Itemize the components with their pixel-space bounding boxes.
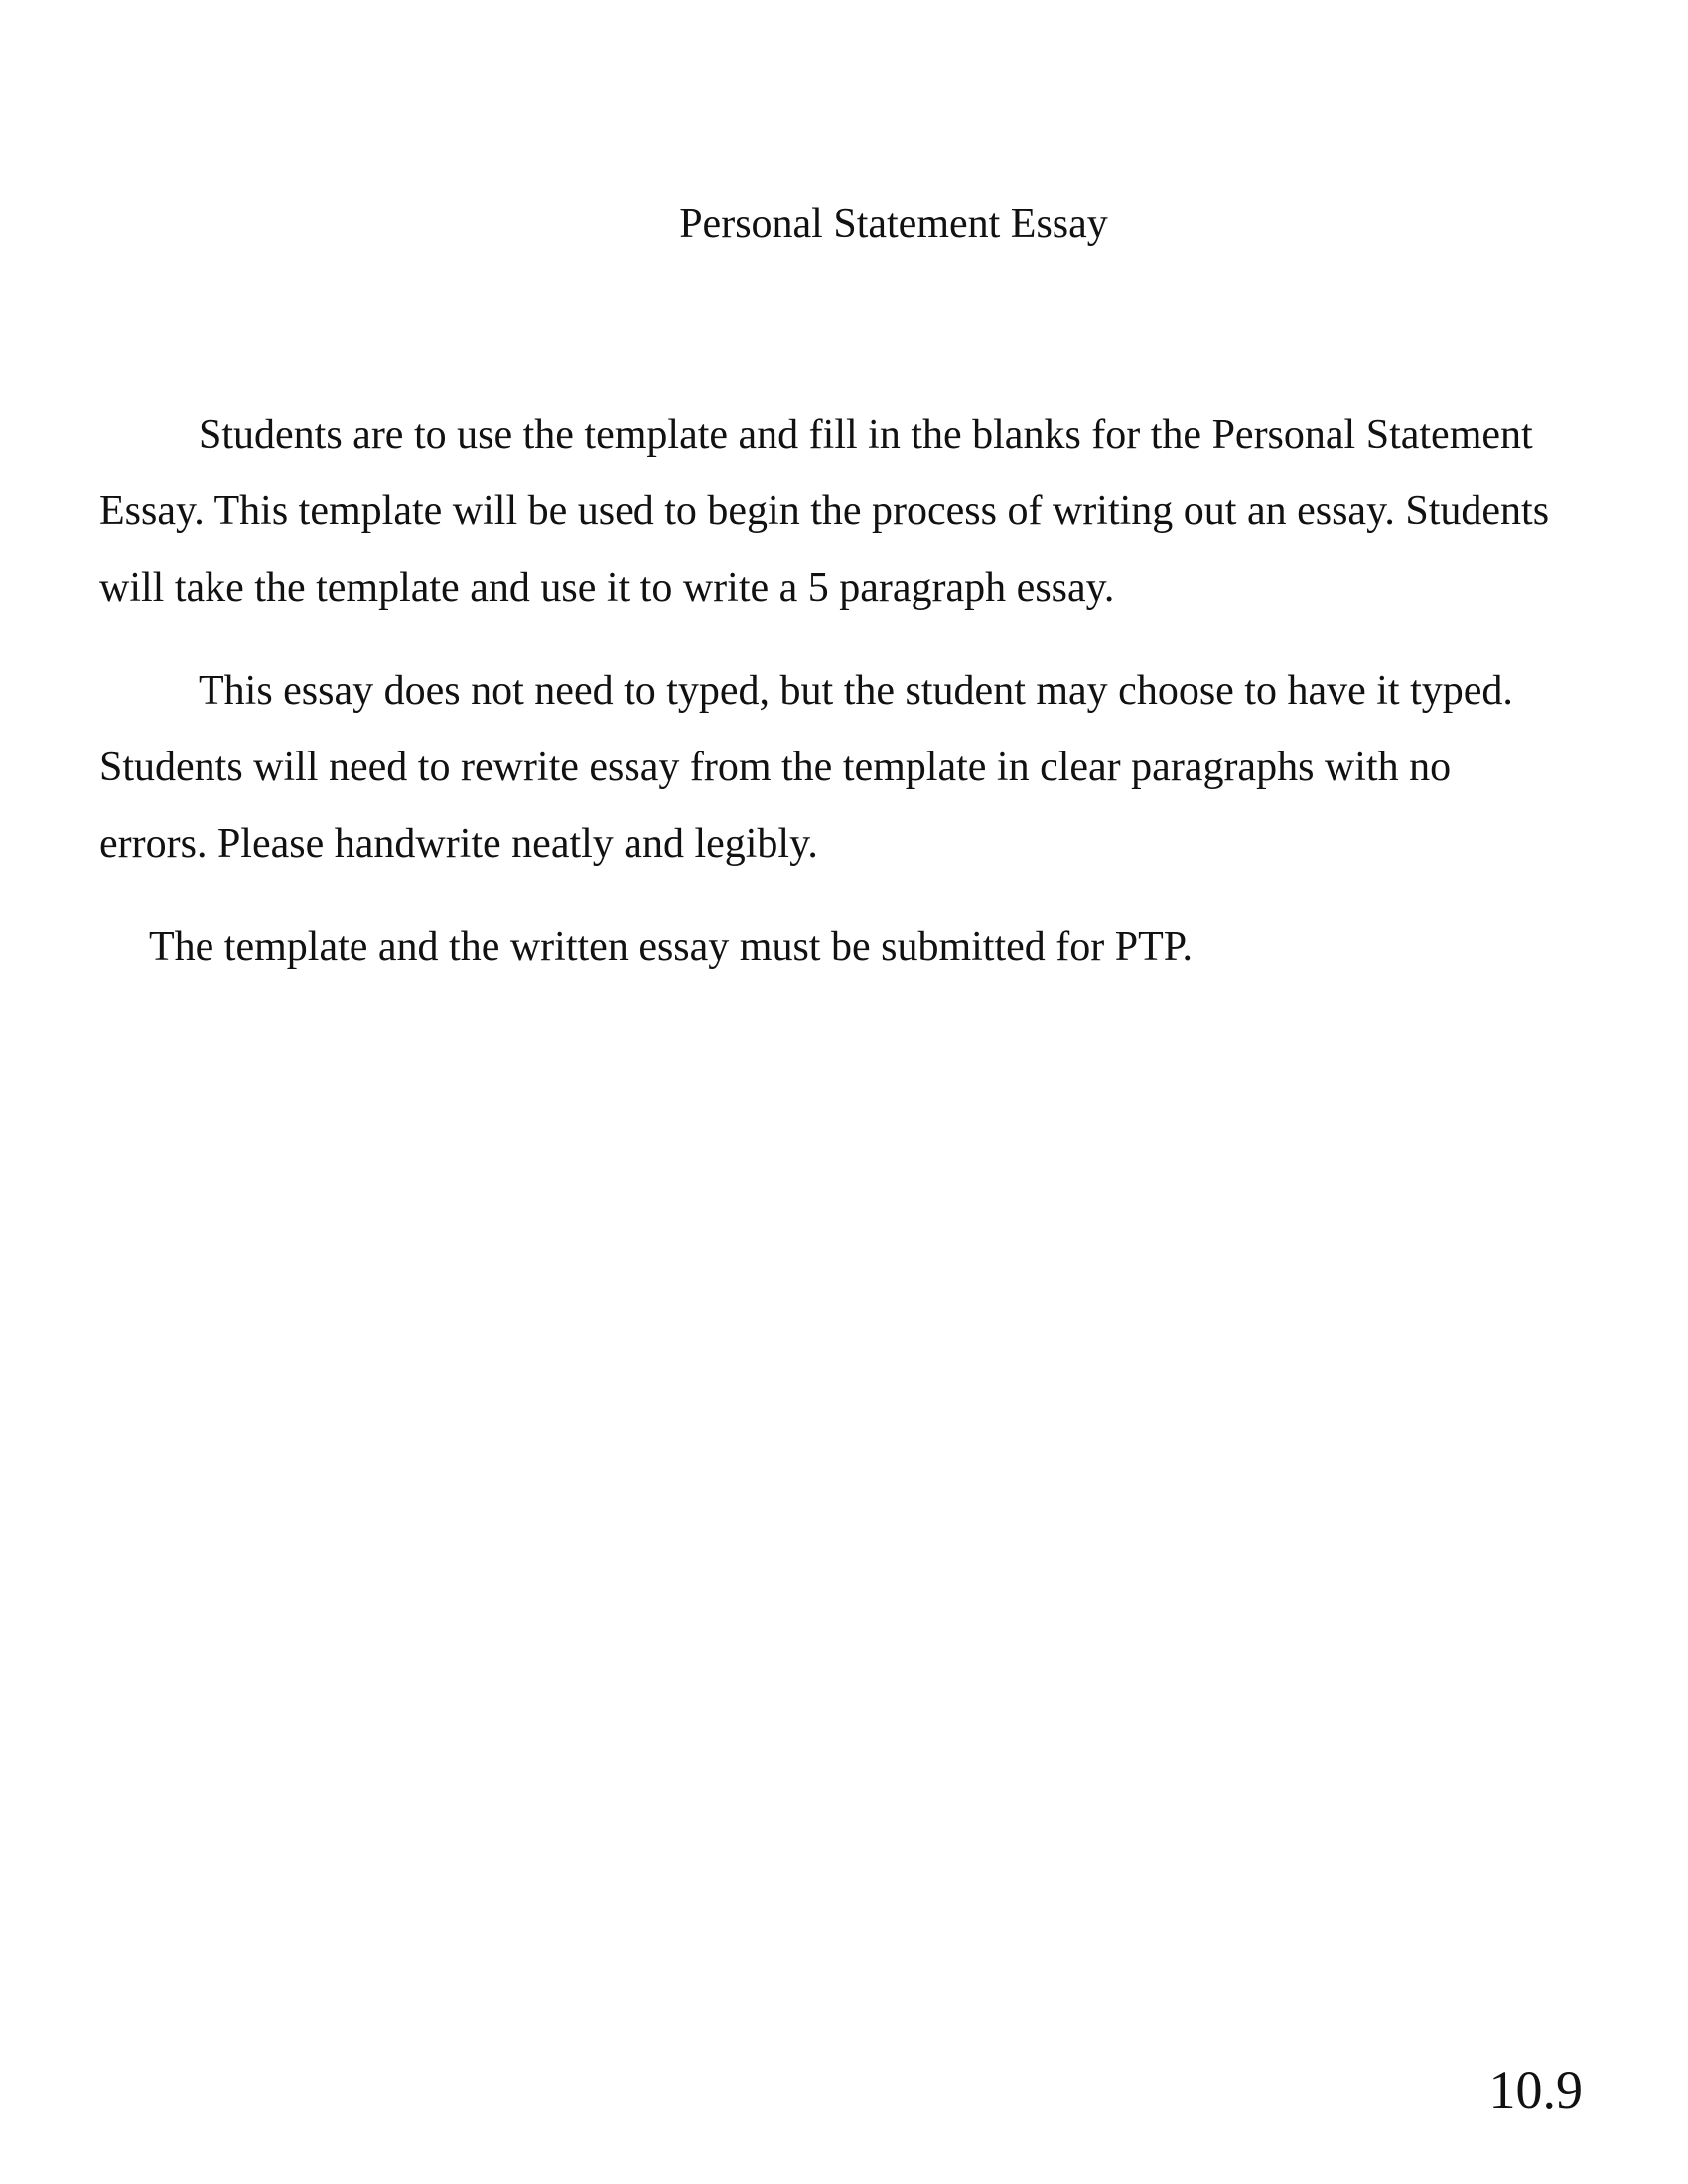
paragraph-typing-guidance: This essay does not need to typed, but the student may choose to have it typed. Students will need to rewrite essay from the template in clear paragraphs with no errors. Please handwrite neatly and legibly.	[99, 668, 1513, 867]
paragraph-submission: The template and the written essay must be submitted for PTP.	[149, 924, 1193, 970]
page-number: 10.9	[1488, 2060, 1583, 2119]
document-body	[99, 397, 1569, 986]
paragraph-instructions: Students are to use the template and fill in the blanks for the Personal Statement Essay. This template will be used to begin the process of writing out an essay. Students will take the template and use it to write a 5 paragraph essay.	[99, 412, 1550, 611]
page-title: Personal Statement Essay	[679, 202, 1108, 247]
